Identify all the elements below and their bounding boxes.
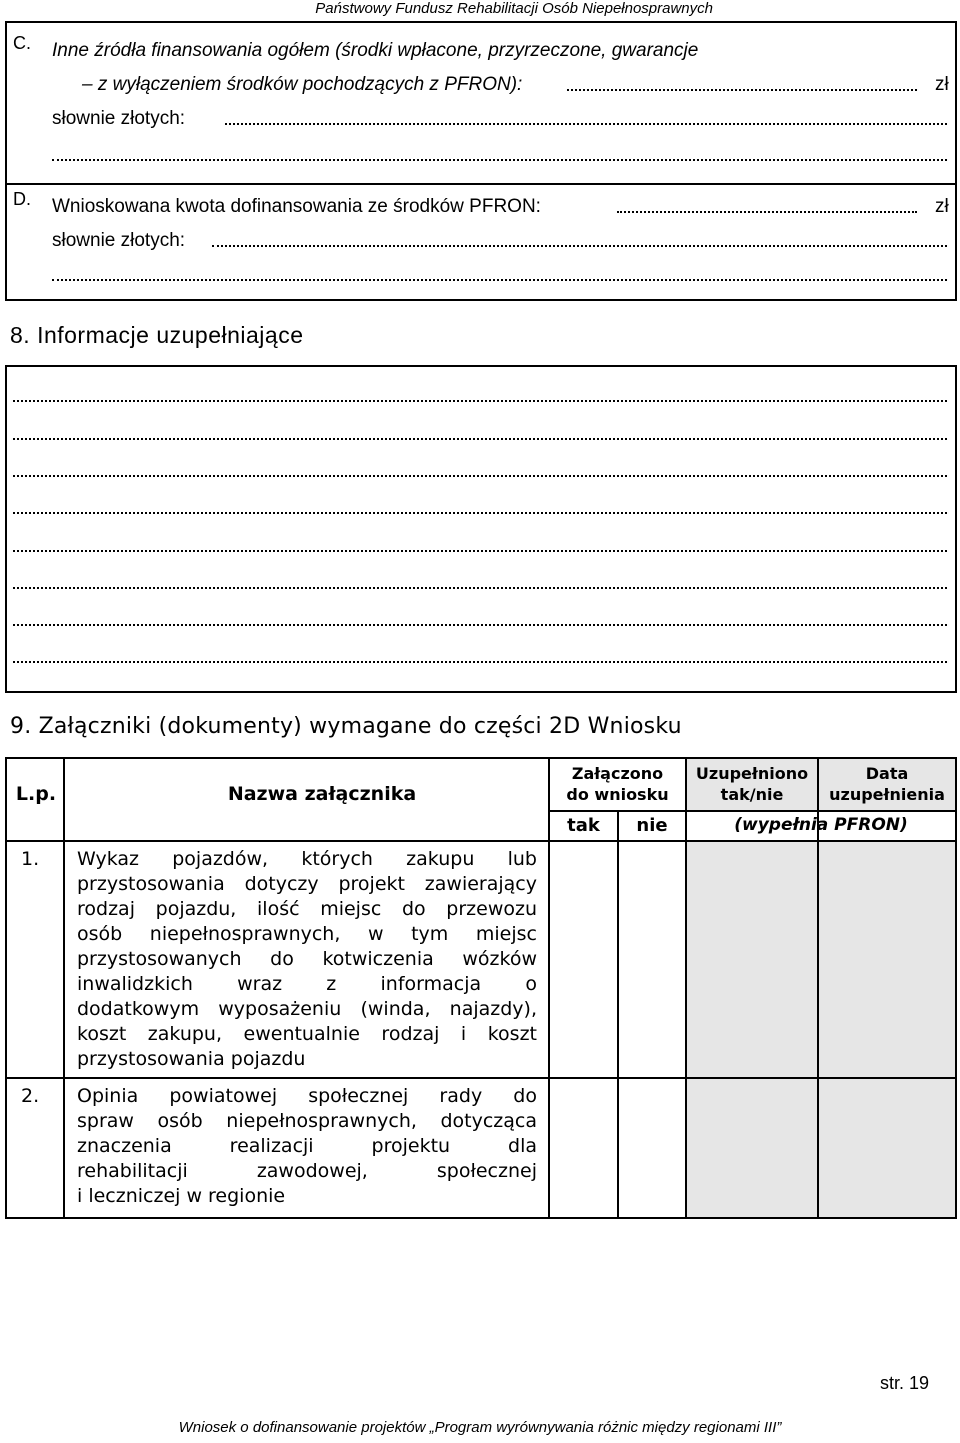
fill-line bbox=[13, 547, 947, 552]
header-supplemented bbox=[687, 763, 817, 805]
header-date-line1: Data bbox=[865, 764, 909, 783]
col-divider bbox=[63, 759, 65, 1217]
section-d-line1: Wnioskowana kwota dofinansowania ze środków PFRON: bbox=[52, 196, 541, 217]
section-d-words-field-2[interactable] bbox=[52, 275, 947, 281]
section-c-words-field-2[interactable] bbox=[52, 155, 947, 161]
supplemented-column-shade bbox=[687, 842, 817, 1217]
section-d-currency: zł bbox=[935, 196, 949, 217]
row-divider bbox=[7, 1077, 955, 1079]
header-no: nie bbox=[636, 815, 668, 836]
text-line: znaczenia realizacji projektu dla bbox=[77, 1135, 537, 1157]
section-c-line2 bbox=[82, 73, 522, 97]
header-date-line2: uzupełnienia bbox=[829, 785, 945, 804]
fill-line bbox=[13, 584, 947, 589]
row-1-description bbox=[77, 847, 537, 1072]
text-line: dodatkowym wyposażeniu (winda, najazdy), bbox=[77, 998, 537, 1020]
section-d-letter: D. bbox=[13, 189, 31, 209]
text-line: przystosowania pojazdu bbox=[77, 1048, 306, 1070]
date-column-shade bbox=[819, 842, 955, 1217]
section-c-words-label: słownie złotych: bbox=[52, 108, 186, 129]
additional-info-box[interactable] bbox=[5, 365, 957, 693]
section-c-words-field[interactable] bbox=[225, 119, 947, 125]
fill-line bbox=[13, 397, 947, 402]
header-supplemented-line1: Uzupełniono bbox=[695, 764, 809, 783]
section-d-words-field[interactable] bbox=[212, 241, 947, 247]
section-c-amount-field[interactable] bbox=[567, 85, 917, 91]
header-attached-line2: do wniosku bbox=[566, 785, 669, 804]
section-d-amount-field[interactable] bbox=[617, 207, 917, 213]
text-line: Wykaz pojazdów, których zakupu lub bbox=[77, 848, 537, 870]
row-2-number: 2. bbox=[21, 1085, 40, 1107]
page-number: str. 19 bbox=[880, 1373, 930, 1393]
header-pfron-note: (wypełnia PFRON) bbox=[734, 815, 908, 835]
text-line: Opinia powiatowej społecznej rady do bbox=[77, 1085, 537, 1107]
section-d-words-label: słownie złotych: bbox=[52, 230, 186, 251]
text-line: przystosowania dotyczy projekt zawierający bbox=[77, 873, 537, 895]
text-line: rehabilitacji zawodowej, społecznej bbox=[77, 1160, 537, 1182]
fill-line bbox=[13, 621, 947, 626]
section-c-line1: Inne źródła finansowania ogółem (środki wpłacone, przyrzeczone, gwarancje bbox=[52, 40, 699, 61]
header-date bbox=[819, 763, 955, 805]
section-c-currency: zł bbox=[935, 74, 949, 95]
section-c-line2-prefix: – z wyłączeniem środków pochodzących z PFRON): bbox=[82, 74, 523, 95]
organization-name: Państwowy Fundusz Rehabilitacji Osób Niepełnosprawnych bbox=[315, 0, 713, 17]
header-attached bbox=[550, 763, 685, 805]
header-name: Nazwa załącznika bbox=[227, 783, 417, 805]
fill-line bbox=[13, 658, 947, 663]
page-footer: Wniosek o dofinansowanie projektów „Program wyrównywania różnic między regionami III” bbox=[178, 1419, 782, 1436]
header-lp: L.p. bbox=[15, 783, 57, 805]
text-line: i leczniczej w regionie bbox=[77, 1185, 286, 1207]
header-supplemented-line2: tak/nie bbox=[720, 785, 784, 804]
col-divider bbox=[617, 810, 619, 1217]
text-line: przystosowanych do kotwiczenia wózków bbox=[77, 948, 537, 970]
row-divider bbox=[548, 810, 955, 812]
row-2-description bbox=[77, 1084, 537, 1209]
text-line: inwalidzkich wraz z informacja o bbox=[77, 973, 537, 995]
attachments-table bbox=[5, 757, 957, 1219]
row-1-number: 1. bbox=[21, 848, 40, 870]
text-line: spraw osób niepełnosprawnych, dotycząca bbox=[77, 1110, 537, 1132]
page-header bbox=[0, 0, 960, 18]
fill-line bbox=[13, 509, 947, 514]
section-9-title: 9. Załączniki (dokumenty) wymagane do części 2D Wniosku bbox=[10, 714, 682, 739]
fill-line bbox=[13, 472, 947, 477]
row-divider bbox=[7, 840, 955, 842]
text-line: rodzaj pojazdu, ilość miejsc do przewozu bbox=[77, 898, 537, 920]
text-line: osób niepełnosprawnych, w tym miejsc bbox=[77, 923, 537, 945]
section-separator bbox=[7, 183, 955, 185]
section-c-letter: C. bbox=[13, 33, 31, 53]
text-line: koszt zakupu, ewentualnie rodzaj i koszt bbox=[77, 1023, 537, 1045]
section-8-title: 8. Informacje uzupełniające bbox=[10, 322, 304, 348]
fill-line bbox=[13, 435, 947, 440]
funding-box bbox=[5, 21, 957, 301]
header-attached-line1: Załączono bbox=[571, 764, 664, 783]
header-yes: tak bbox=[567, 815, 600, 836]
